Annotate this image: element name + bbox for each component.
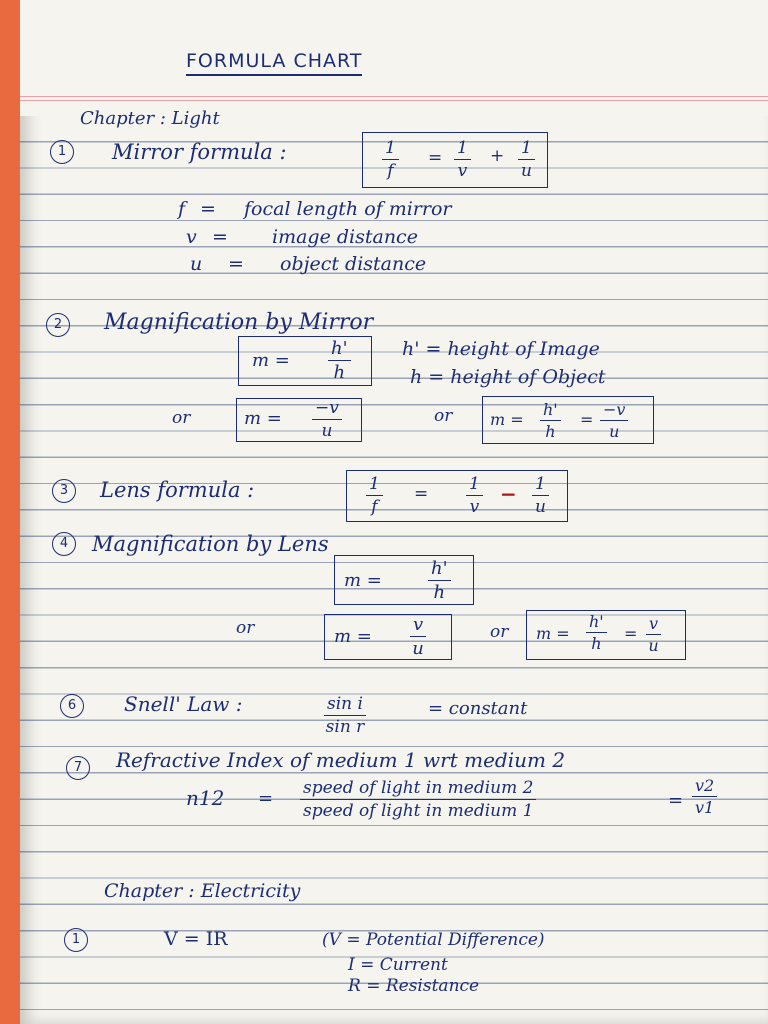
or-text: or xyxy=(434,406,453,426)
chapter-heading-electricity: Chapter : Electricity xyxy=(104,880,301,902)
plus-sign: + xyxy=(490,146,505,166)
m-equals: m = xyxy=(344,570,382,591)
definition-eq: = xyxy=(228,253,244,275)
definition-symbol: v xyxy=(186,226,197,248)
definition-eq: = xyxy=(200,198,216,220)
m-equals: m = xyxy=(536,624,570,643)
fraction: $\frac{1}{f}$ xyxy=(382,140,399,180)
item-number: 7 xyxy=(66,756,90,780)
fraction: $\frac{v}{u}$ xyxy=(646,616,661,654)
definition-text: focal length of mirror xyxy=(244,198,452,220)
ohm-law-formula: V = IR xyxy=(164,928,228,950)
fraction: $\frac{1}{u}$ xyxy=(532,476,549,516)
m-equals: m = xyxy=(490,410,524,429)
fraction: $\frac{h'}{h}$ xyxy=(328,340,351,382)
definition-symbol: u xyxy=(190,253,203,275)
equals-sign: = xyxy=(414,484,429,504)
definition-text: R = Resistance xyxy=(348,976,480,996)
snell-rhs: = constant xyxy=(428,698,528,719)
m-equals: m = xyxy=(334,626,372,647)
fraction: $\frac{-v}{u}$ xyxy=(600,402,628,440)
definition-text: image distance xyxy=(272,226,418,248)
fraction: $\frac{h'}{h}$ xyxy=(586,614,607,652)
refractive-index-label: Refractive Index of medium 1 wrt medium 2 xyxy=(116,748,566,772)
fraction: $\frac{h'}{h}$ xyxy=(540,402,561,440)
minus-sign: − xyxy=(500,482,517,506)
definition-text: h' = height of Image xyxy=(402,338,600,360)
m-equals: m = xyxy=(244,408,282,429)
item-number: 1 xyxy=(50,140,74,164)
definition-text: (V = Potential Difference) xyxy=(322,930,545,950)
fraction: $\frac{h'}{h}$ xyxy=(428,560,451,602)
fraction: $\frac{\text{sin i}}{\text{sin r}}$ xyxy=(325,694,365,737)
snell-law-label: Snell' Law : xyxy=(124,692,243,716)
margin-line xyxy=(20,100,768,101)
magnification-mirror-label: Magnification by Mirror xyxy=(104,310,374,335)
item-number: 6 xyxy=(60,694,84,718)
or-text: or xyxy=(490,622,509,642)
definition-text: h = height of Object xyxy=(410,366,606,388)
or-text: or xyxy=(172,408,191,428)
item-number: 4 xyxy=(52,532,76,556)
equals-sign: = xyxy=(668,790,684,811)
fraction: $\frac{1}{v}$ xyxy=(454,140,471,180)
page-title: FORMULA CHART xyxy=(186,52,362,76)
chapter-heading-light: Chapter : Light xyxy=(80,108,220,129)
definition-eq: = xyxy=(212,226,228,248)
fraction: $\frac{1}{f}$ xyxy=(366,476,383,516)
mirror-formula-label: Mirror formula : xyxy=(112,140,287,164)
definition-symbol: f xyxy=(178,198,186,220)
fraction: $\frac{1}{u}$ xyxy=(518,140,535,180)
definition-text: I = Current xyxy=(348,955,448,975)
fraction: $\frac{v}{u}$ xyxy=(410,616,426,658)
lens-formula-label: Lens formula : xyxy=(100,478,255,502)
fraction: $\frac{v2}{v1}$ xyxy=(692,778,717,816)
fraction: speed of light in medium 2 speed of light in medium 1 xyxy=(300,780,536,820)
fraction: $\frac{1}{v}$ xyxy=(466,476,483,516)
page-header-area xyxy=(20,0,768,116)
item-number: 3 xyxy=(52,479,76,503)
margin-line xyxy=(20,96,768,97)
item-number: 1 xyxy=(64,928,88,952)
fraction: $\frac{-v}{u}$ xyxy=(312,400,342,440)
equals-sign: = xyxy=(624,624,638,643)
item-number: 2 xyxy=(46,313,70,337)
or-text: or xyxy=(236,618,255,638)
definition-text: object distance xyxy=(280,253,427,275)
equals-sign: = xyxy=(428,148,443,168)
magnification-lens-label: Magnification by Lens xyxy=(92,532,329,556)
equals-sign: = xyxy=(580,410,594,429)
m-equals: m = xyxy=(252,350,290,371)
n12-symbol: n12 xyxy=(186,786,225,810)
equals-sign: = xyxy=(258,788,274,809)
